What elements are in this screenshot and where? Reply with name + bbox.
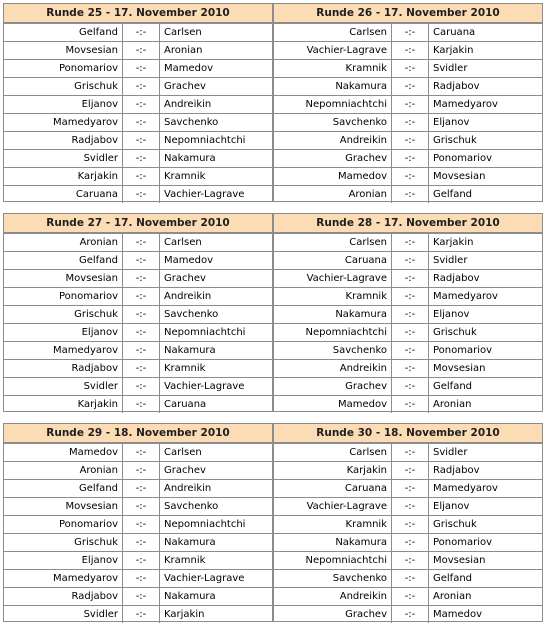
black-player: Eljanov <box>433 309 470 320</box>
game-result: -:- <box>392 552 429 569</box>
game-result: -:- <box>392 270 429 287</box>
round-title: Runde 25 - 17. November 2010 <box>4 4 272 23</box>
round-title: Runde 26 - 17. November 2010 <box>274 4 542 23</box>
black-player: Mamedov <box>164 63 214 74</box>
white-player: Nakamura <box>274 534 392 551</box>
white-player: Grachev <box>274 378 392 395</box>
black-player: Grachev <box>164 81 206 92</box>
game-row <box>4 95 272 113</box>
black-player: Kramnik <box>164 363 206 374</box>
game-row <box>274 497 542 515</box>
game-result: -:- <box>123 324 160 341</box>
white-player: Ponomariov <box>4 516 123 533</box>
round-table <box>273 213 543 412</box>
game-row <box>4 479 272 497</box>
black-player: Movsesian <box>433 171 486 182</box>
game-result: -:- <box>123 570 160 587</box>
game-result: -:- <box>392 342 429 359</box>
black-player: Andreikin <box>164 99 212 110</box>
black-player: Grischuk <box>433 327 477 338</box>
black-player: Karjakin <box>433 45 474 56</box>
game-result: -:- <box>392 150 429 167</box>
black-player: Vachier-Lagrave <box>164 381 245 392</box>
black-player: Radjabov <box>433 465 480 476</box>
white-player: Eljanov <box>4 324 123 341</box>
game-result: -:- <box>123 306 160 323</box>
game-row <box>4 233 272 251</box>
game-result: -:- <box>392 570 429 587</box>
white-player: Movsesian <box>4 42 123 59</box>
game-result: -:- <box>123 462 160 479</box>
white-player: Kramnik <box>274 288 392 305</box>
black-player: Gelfand <box>433 573 473 584</box>
game-result: -:- <box>392 234 429 251</box>
game-row <box>4 131 272 149</box>
game-result: -:- <box>123 186 160 203</box>
black-player: Grachev <box>164 465 206 476</box>
game-result: -:- <box>123 498 160 515</box>
white-player: Mamedyarov <box>4 114 123 131</box>
game-row <box>4 323 272 341</box>
game-row <box>274 551 542 569</box>
white-player: Grischuk <box>4 306 123 323</box>
black-player: Vachier-Lagrave <box>164 573 245 584</box>
black-player: Nakamura <box>164 591 216 602</box>
game-result: -:- <box>392 78 429 95</box>
game-row <box>4 305 272 323</box>
black-player: Caruana <box>433 27 476 38</box>
game-row <box>274 113 542 131</box>
black-player: Radjabov <box>433 81 480 92</box>
white-player: Vachier-Lagrave <box>274 270 392 287</box>
game-row <box>274 359 542 377</box>
black-player: Nepomniachtchi <box>164 519 246 530</box>
black-player: Karjakin <box>433 237 474 248</box>
white-player: Vachier-Lagrave <box>274 42 392 59</box>
game-row <box>274 59 542 77</box>
white-player: Caruana <box>274 480 392 497</box>
game-row <box>274 233 542 251</box>
black-player: Aronian <box>433 591 472 602</box>
white-player: Savchenko <box>274 570 392 587</box>
white-player: Mamedov <box>274 168 392 185</box>
white-player: Radjabov <box>4 360 123 377</box>
black-player: Carlsen <box>164 27 202 38</box>
game-row <box>4 359 272 377</box>
white-player: Grischuk <box>4 534 123 551</box>
black-player: Nakamura <box>164 345 216 356</box>
white-player: Svidler <box>4 378 123 395</box>
game-result: -:- <box>392 534 429 551</box>
game-result: -:- <box>392 462 429 479</box>
game-row <box>4 443 272 461</box>
game-result: -:- <box>392 606 429 623</box>
game-result: -:- <box>123 360 160 377</box>
game-result: -:- <box>392 288 429 305</box>
game-result: -:- <box>123 96 160 113</box>
white-player: Kramnik <box>274 516 392 533</box>
game-row <box>4 167 272 185</box>
game-row <box>4 77 272 95</box>
black-player: Savchenko <box>164 501 219 512</box>
game-row <box>4 59 272 77</box>
white-player: Savchenko <box>274 342 392 359</box>
game-row <box>4 395 272 413</box>
game-row <box>4 251 272 269</box>
black-player: Aronian <box>164 45 203 56</box>
game-row <box>274 533 542 551</box>
game-row <box>4 377 272 395</box>
game-result: -:- <box>123 24 160 41</box>
white-player: Mamedyarov <box>4 570 123 587</box>
black-player: Grischuk <box>433 519 477 530</box>
game-row <box>274 251 542 269</box>
black-player: Carlsen <box>164 237 202 248</box>
black-player: Svidler <box>433 447 468 458</box>
black-player: Nepomniachtchi <box>164 135 246 146</box>
black-player: Ponomariov <box>433 153 493 164</box>
black-player: Aronian <box>433 399 472 410</box>
game-result: -:- <box>123 552 160 569</box>
round-title: Runde 28 - 17. November 2010 <box>274 214 542 233</box>
game-row <box>4 605 272 623</box>
black-player: Mamedyarov <box>433 483 498 494</box>
white-player: Movsesian <box>4 498 123 515</box>
white-player: Nepomniachtchi <box>274 552 392 569</box>
game-result: -:- <box>392 42 429 59</box>
game-result: -:- <box>392 324 429 341</box>
round-table <box>3 3 273 202</box>
black-player: Caruana <box>164 399 207 410</box>
black-player: Ponomariov <box>433 537 493 548</box>
black-player: Nakamura <box>164 153 216 164</box>
white-player: Grachev <box>274 150 392 167</box>
game-row <box>4 41 272 59</box>
round-table <box>3 423 273 622</box>
game-result: -:- <box>392 114 429 131</box>
black-player: Andreikin <box>164 483 212 494</box>
game-row <box>4 497 272 515</box>
game-row <box>274 287 542 305</box>
black-player: Karjakin <box>164 609 205 620</box>
game-result: -:- <box>123 114 160 131</box>
game-row <box>274 23 542 41</box>
game-result: -:- <box>392 186 429 203</box>
game-result: -:- <box>392 168 429 185</box>
white-player: Nakamura <box>274 78 392 95</box>
game-result: -:- <box>123 516 160 533</box>
white-player: Gelfand <box>4 252 123 269</box>
game-row <box>4 533 272 551</box>
white-player: Ponomariov <box>4 60 123 77</box>
game-result: -:- <box>392 60 429 77</box>
white-player: Mamedov <box>274 396 392 413</box>
game-row <box>4 23 272 41</box>
game-row <box>274 515 542 533</box>
white-player: Gelfand <box>4 480 123 497</box>
black-player: Svidler <box>433 63 468 74</box>
game-row <box>274 305 542 323</box>
black-player: Gelfand <box>433 189 473 200</box>
black-player: Nepomniachtchi <box>164 327 246 338</box>
game-result: -:- <box>123 480 160 497</box>
black-player: Gelfand <box>433 381 473 392</box>
game-result: -:- <box>123 378 160 395</box>
game-result: -:- <box>392 96 429 113</box>
game-result: -:- <box>392 588 429 605</box>
game-result: -:- <box>123 606 160 623</box>
white-player: Andreikin <box>274 588 392 605</box>
black-player: Eljanov <box>433 501 470 512</box>
game-result: -:- <box>392 516 429 533</box>
white-player: Nepomniachtchi <box>274 324 392 341</box>
game-row <box>274 77 542 95</box>
game-result: -:- <box>392 498 429 515</box>
game-row <box>274 377 542 395</box>
game-result: -:- <box>392 24 429 41</box>
white-player: Grachev <box>274 606 392 623</box>
white-player: Andreikin <box>274 360 392 377</box>
game-result: -:- <box>123 42 160 59</box>
black-player: Mamedov <box>164 255 214 266</box>
game-result: -:- <box>123 288 160 305</box>
game-result: -:- <box>123 444 160 461</box>
game-row <box>4 551 272 569</box>
game-result: -:- <box>392 444 429 461</box>
game-result: -:- <box>123 132 160 149</box>
white-player: Grischuk <box>4 78 123 95</box>
round-table <box>273 3 543 202</box>
black-player: Movsesian <box>433 363 486 374</box>
black-player: Carlsen <box>164 447 202 458</box>
game-row <box>4 113 272 131</box>
black-player: Savchenko <box>164 117 219 128</box>
game-row <box>4 569 272 587</box>
white-player: Eljanov <box>4 552 123 569</box>
game-result: -:- <box>392 252 429 269</box>
white-player: Aronian <box>4 462 123 479</box>
white-player: Nepomniachtchi <box>274 96 392 113</box>
black-player: Savchenko <box>164 309 219 320</box>
game-result: -:- <box>392 360 429 377</box>
game-row <box>274 395 542 413</box>
white-player: Mamedov <box>4 444 123 461</box>
round-title: Runde 27 - 17. November 2010 <box>4 214 272 233</box>
game-result: -:- <box>392 378 429 395</box>
white-player: Vachier-Lagrave <box>274 498 392 515</box>
white-player: Caruana <box>4 186 123 203</box>
white-player: Movsesian <box>4 270 123 287</box>
game-row <box>4 185 272 203</box>
game-row <box>274 443 542 461</box>
game-row <box>4 269 272 287</box>
white-player: Gelfand <box>4 24 123 41</box>
game-result: -:- <box>123 342 160 359</box>
game-row <box>4 515 272 533</box>
white-player: Caruana <box>274 252 392 269</box>
game-row <box>274 461 542 479</box>
white-player: Radjabov <box>4 588 123 605</box>
round-title: Runde 29 - 18. November 2010 <box>4 424 272 443</box>
white-player: Svidler <box>4 606 123 623</box>
black-player: Eljanov <box>433 117 470 128</box>
white-player: Nakamura <box>274 306 392 323</box>
game-result: -:- <box>123 150 160 167</box>
white-player: Eljanov <box>4 96 123 113</box>
black-player: Movsesian <box>433 555 486 566</box>
white-player: Aronian <box>274 186 392 203</box>
black-player: Grachev <box>164 273 206 284</box>
game-result: -:- <box>123 168 160 185</box>
game-row <box>274 341 542 359</box>
black-player: Andreikin <box>164 291 212 302</box>
black-player: Vachier-Lagrave <box>164 189 245 200</box>
game-row <box>4 461 272 479</box>
game-row <box>274 95 542 113</box>
game-result: -:- <box>123 60 160 77</box>
game-row <box>274 605 542 623</box>
white-player: Karjakin <box>4 396 123 413</box>
white-player: Radjabov <box>4 132 123 149</box>
white-player: Kramnik <box>274 60 392 77</box>
black-player: Mamedyarov <box>433 99 498 110</box>
white-player: Mamedyarov <box>4 342 123 359</box>
game-row <box>4 287 272 305</box>
black-player: Nakamura <box>164 537 216 548</box>
white-player: Ponomariov <box>4 288 123 305</box>
round-table <box>3 213 273 412</box>
game-row <box>4 587 272 605</box>
black-player: Kramnik <box>164 555 206 566</box>
black-player: Radjabov <box>433 273 480 284</box>
game-row <box>4 149 272 167</box>
game-row <box>274 185 542 203</box>
game-result: -:- <box>392 306 429 323</box>
white-player: Carlsen <box>274 234 392 251</box>
black-player: Grischuk <box>433 135 477 146</box>
black-player: Svidler <box>433 255 468 266</box>
game-row <box>274 269 542 287</box>
black-player: Mamedov <box>433 609 483 620</box>
game-row <box>274 479 542 497</box>
white-player: Karjakin <box>274 462 392 479</box>
game-row <box>274 41 542 59</box>
game-row <box>274 149 542 167</box>
white-player: Karjakin <box>4 168 123 185</box>
game-result: -:- <box>123 588 160 605</box>
game-row <box>274 131 542 149</box>
game-result: -:- <box>123 252 160 269</box>
game-row <box>274 167 542 185</box>
game-result: -:- <box>392 480 429 497</box>
game-result: -:- <box>123 270 160 287</box>
black-player: Kramnik <box>164 171 206 182</box>
game-result: -:- <box>123 234 160 251</box>
game-result: -:- <box>392 132 429 149</box>
game-result: -:- <box>123 396 160 413</box>
game-result: -:- <box>392 396 429 413</box>
white-player: Carlsen <box>274 24 392 41</box>
game-result: -:- <box>123 78 160 95</box>
game-row <box>274 323 542 341</box>
white-player: Aronian <box>4 234 123 251</box>
white-player: Savchenko <box>274 114 392 131</box>
black-player: Ponomariov <box>433 345 493 356</box>
black-player: Mamedyarov <box>433 291 498 302</box>
white-player: Carlsen <box>274 444 392 461</box>
round-table <box>273 423 543 622</box>
white-player: Svidler <box>4 150 123 167</box>
game-row <box>274 569 542 587</box>
game-result: -:- <box>123 534 160 551</box>
round-title: Runde 30 - 18. November 2010 <box>274 424 542 443</box>
game-row <box>4 341 272 359</box>
white-player: Andreikin <box>274 132 392 149</box>
game-row <box>274 587 542 605</box>
